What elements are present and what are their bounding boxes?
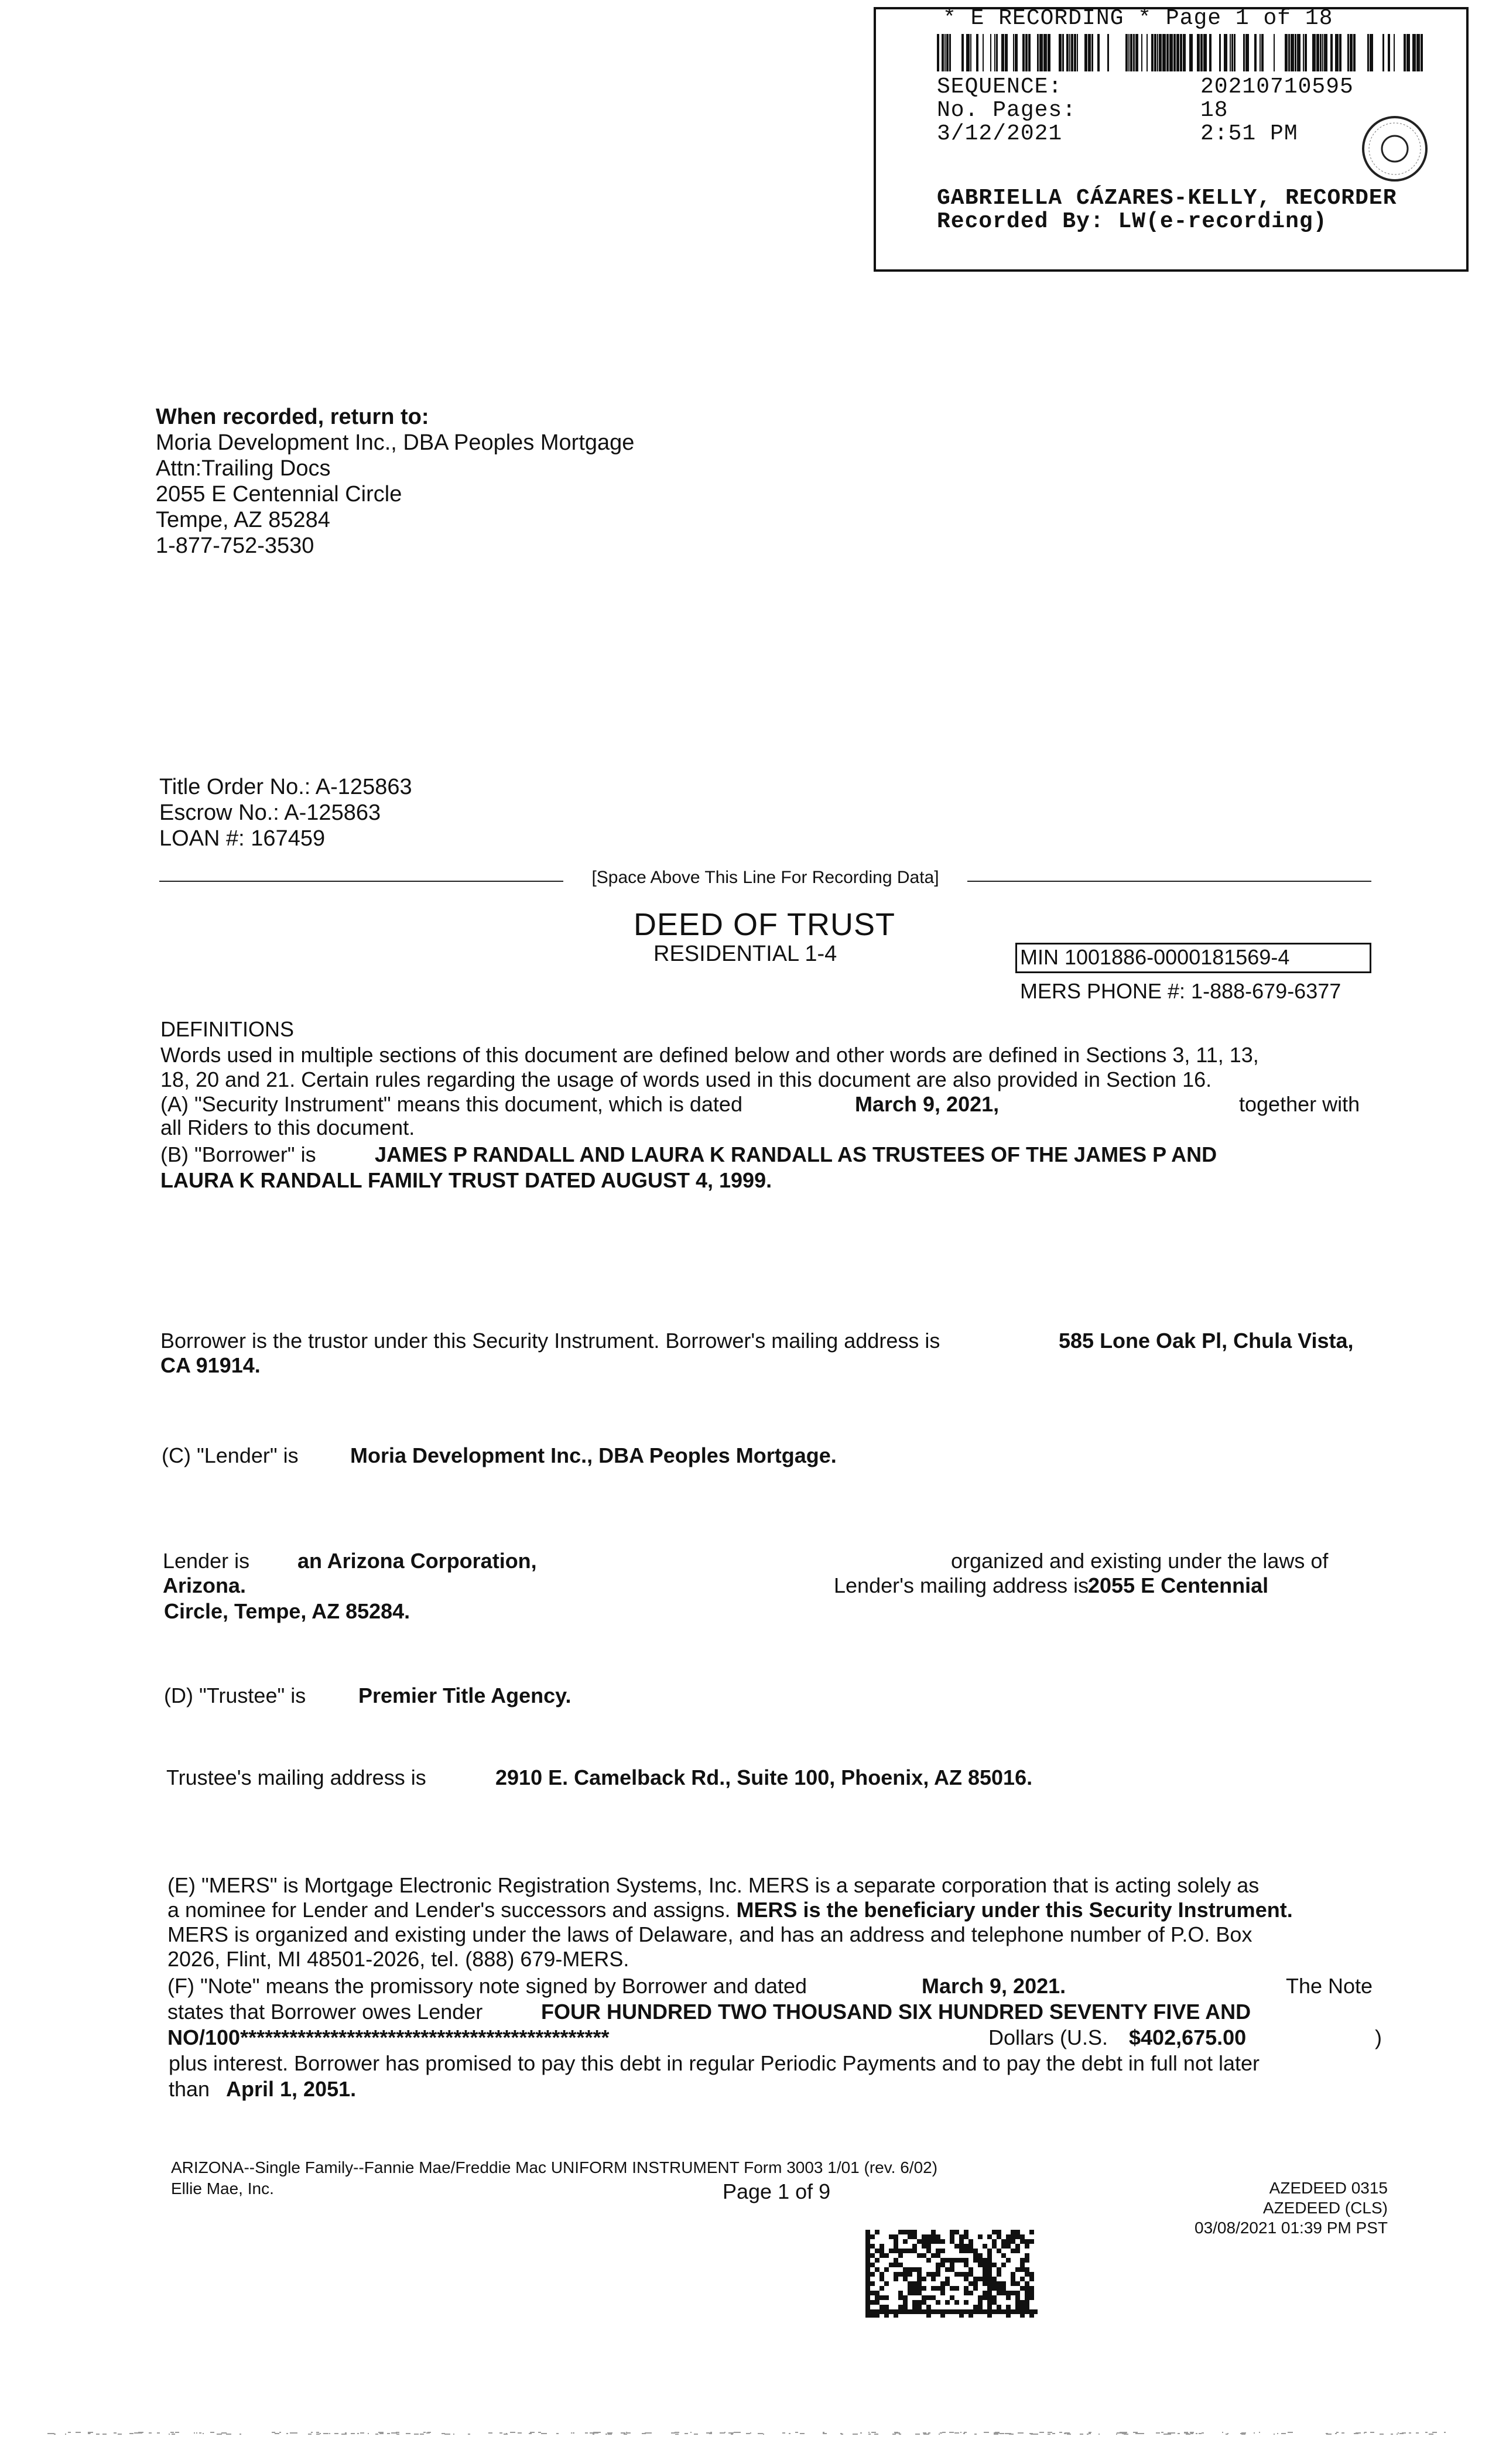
lender-type: an Arizona Corporation, bbox=[297, 1549, 537, 1573]
vendor: Ellie Mae, Inc. bbox=[171, 2179, 274, 2198]
def-b-lead: (B) "Borrower" is bbox=[160, 1142, 316, 1166]
definitions-intro-1: Words used in multiple sections of this document are defined below and other words are defined in Sections 3, 11, 13, bbox=[160, 1043, 1259, 1067]
form-code-1: AZEDEED 0315 bbox=[1269, 2179, 1388, 2197]
amount-close-paren: ) bbox=[1375, 2025, 1382, 2049]
separator-line-right bbox=[967, 881, 1371, 882]
recording-time: 2:51 PM bbox=[1200, 121, 1298, 146]
borrower-name-2: LAURA K RANDALL FAMILY TRUST DATED AUGUST 4, 1999. bbox=[160, 1168, 772, 1192]
order-info-block bbox=[159, 774, 412, 851]
note-amount-words-2: NO/100********************************************* bbox=[167, 2025, 610, 2049]
maturity-date: April 1, 2051. bbox=[226, 2077, 357, 2101]
note-date: March 9, 2021. bbox=[922, 1974, 1066, 1998]
lender-name: Moria Development Inc., DBA Peoples Mortgage. bbox=[350, 1443, 837, 1467]
title-order-row bbox=[159, 774, 412, 800]
loan-value: 167459 bbox=[251, 826, 326, 851]
footer-right bbox=[1165, 2178, 1388, 2238]
def-a-tail: together with bbox=[1239, 1092, 1360, 1116]
def-d-lead: (D) "Trustee" is bbox=[164, 1683, 306, 1707]
title-order-value: A-125863 bbox=[315, 775, 412, 799]
recording-header: * E RECORDING * Page 1 of 18 bbox=[943, 6, 1333, 31]
escrow-value: A-125863 bbox=[284, 800, 381, 825]
separator-text: [Space Above This Line For Recording Data] bbox=[591, 868, 939, 887]
sequence-value: 20210710595 bbox=[1200, 74, 1354, 100]
recording-data-separator bbox=[159, 868, 1371, 891]
footer-timestamp: 03/08/2021 01:39 PM PST bbox=[1195, 2219, 1388, 2237]
return-to-line: Attn:Trailing Docs bbox=[156, 456, 331, 481]
def-a-lead: (A) "Security Instrument" means this document, which is dated bbox=[160, 1092, 742, 1116]
return-to-line: 1-877-752-3530 bbox=[156, 533, 314, 558]
return-to-line: 2055 E Centennial Circle bbox=[156, 482, 402, 507]
loan-label: LOAN #: bbox=[159, 826, 245, 851]
min-number: MIN 1001886-0000181569-4 bbox=[1020, 945, 1290, 969]
loan-row bbox=[159, 826, 412, 851]
def-f-tail: The Note bbox=[1286, 1974, 1373, 1998]
return-to-line: Moria Development Inc., DBA Peoples Mortgage bbox=[156, 430, 635, 455]
page-number: Page 1 of 9 bbox=[723, 2179, 831, 2203]
county-recorder-seal-icon bbox=[1360, 114, 1430, 184]
note-amount: $402,675.00 bbox=[1129, 2025, 1247, 2049]
scan-noise-dots bbox=[47, 2430, 1452, 2436]
return-to-line: Tempe, AZ 85284 bbox=[156, 508, 330, 532]
escrow-row bbox=[159, 800, 412, 826]
trustee-name: Premier Title Agency. bbox=[358, 1683, 571, 1707]
borrower-address-2: CA 91914. bbox=[160, 1353, 261, 1377]
lender-organized: organized and existing under the laws of bbox=[951, 1549, 1329, 1573]
pages-label: No. Pages: bbox=[937, 98, 1077, 123]
def-e-line1: (E) "MERS" is Mortgage Electronic Registration Systems, Inc. MERS is a separate corporation that is acting solely as bbox=[167, 1873, 1260, 1897]
escrow-label: Escrow No.: bbox=[159, 800, 279, 825]
recording-date: 3/12/2021 bbox=[937, 121, 1063, 146]
security-instrument-date: March 9, 2021, bbox=[855, 1092, 1000, 1116]
def-e-line2 bbox=[167, 1897, 1293, 1923]
separator-line-left bbox=[159, 881, 563, 882]
recorded-by: Recorded By: LW(e-recording) bbox=[937, 209, 1327, 234]
borrower-address-lead: Borrower is the trustor under this Security Instrument. Borrower's mailing address is bbox=[160, 1329, 940, 1353]
def-e-line4: 2026, Flint, MI 48501-2026, tel. (888) 679-MERS. bbox=[167, 1947, 629, 1971]
def-f-than: than bbox=[169, 2077, 210, 2101]
borrower-address-1: 585 Lone Oak Pl, Chula Vista, bbox=[1059, 1329, 1354, 1353]
recorder-name: GABRIELLA CÁZARES-KELLY, RECORDER bbox=[937, 186, 1397, 211]
definitions-heading: DEFINITIONS bbox=[160, 1017, 295, 1041]
return-to-heading: When recorded, return to: bbox=[156, 405, 429, 429]
document-title: DEED OF TRUST bbox=[634, 907, 896, 942]
mers-beneficiary: MERS is the beneficiary under this Security Instrument. bbox=[736, 1898, 1293, 1922]
note-amount-words-1: FOUR HUNDRED TWO THOUSAND SIX HUNDRED SEVENTY FIVE AND bbox=[541, 2000, 1251, 2024]
lender-state: Arizona. bbox=[163, 1573, 247, 1597]
form-code-2: AZEDEED (CLS) bbox=[1262, 2199, 1388, 2217]
lender-address-2: Circle, Tempe, AZ 85284. bbox=[164, 1599, 410, 1623]
def-f-line2-lead: states that Borrower owes Lender bbox=[167, 2000, 483, 2024]
trustee-address: 2910 E. Camelback Rd., Suite 100, Phoenix, AZ 85016. bbox=[495, 1765, 1033, 1789]
mers-phone: MERS PHONE #: 1-888-679-6377 bbox=[1020, 979, 1341, 1003]
pages-value: 18 bbox=[1200, 98, 1228, 123]
def-e-line2-a: a nominee for Lender and Lender's successors and assigns. bbox=[167, 1898, 731, 1922]
def-f-lead: (F) "Note" means the promissory note signed by Borrower and dated bbox=[167, 1974, 807, 1998]
title-order-label: Title Order No.: bbox=[159, 775, 311, 799]
sequence-label: SEQUENCE: bbox=[937, 74, 1063, 100]
recording-barcode-icon bbox=[937, 34, 1432, 71]
trustee-address-lead: Trustee's mailing address is bbox=[166, 1765, 426, 1789]
document-subtitle: RESIDENTIAL 1-4 bbox=[653, 942, 837, 966]
def-c-lead: (C) "Lender" is bbox=[162, 1443, 299, 1467]
def-a-line2: all Riders to this document. bbox=[160, 1115, 415, 1139]
lender-address-lead: Lender's mailing address is bbox=[834, 1573, 1089, 1597]
return-to-block bbox=[156, 430, 634, 559]
datamatrix-code-icon bbox=[865, 2230, 1038, 2318]
form-line: ARIZONA--Single Family--Fannie Mae/Freddie Mac UNIFORM INSTRUMENT Form 3003 1/01 (rev. 6/02) bbox=[171, 2158, 938, 2176]
lender-is: Lender is bbox=[163, 1549, 250, 1573]
borrower-name-1: JAMES P RANDALL AND LAURA K RANDALL AS TRUSTEES OF THE JAMES P AND bbox=[375, 1142, 1217, 1166]
lender-address-1: 2055 E Centennial bbox=[1088, 1573, 1269, 1597]
definitions-intro-2: 18, 20 and 21. Certain rules regarding the usage of words used in this document are also provided in Section 16. bbox=[160, 1067, 1212, 1091]
def-e-line3: MERS is organized and existing under the laws of Delaware, and has an address and telephone number of P.O. Box bbox=[167, 1922, 1252, 1946]
def-f-line4: plus interest. Borrower has promised to pay this debt in regular Periodic Payments and to pay the debt in full not later bbox=[169, 2051, 1260, 2075]
dollars-us: Dollars (U.S. bbox=[988, 2025, 1108, 2049]
